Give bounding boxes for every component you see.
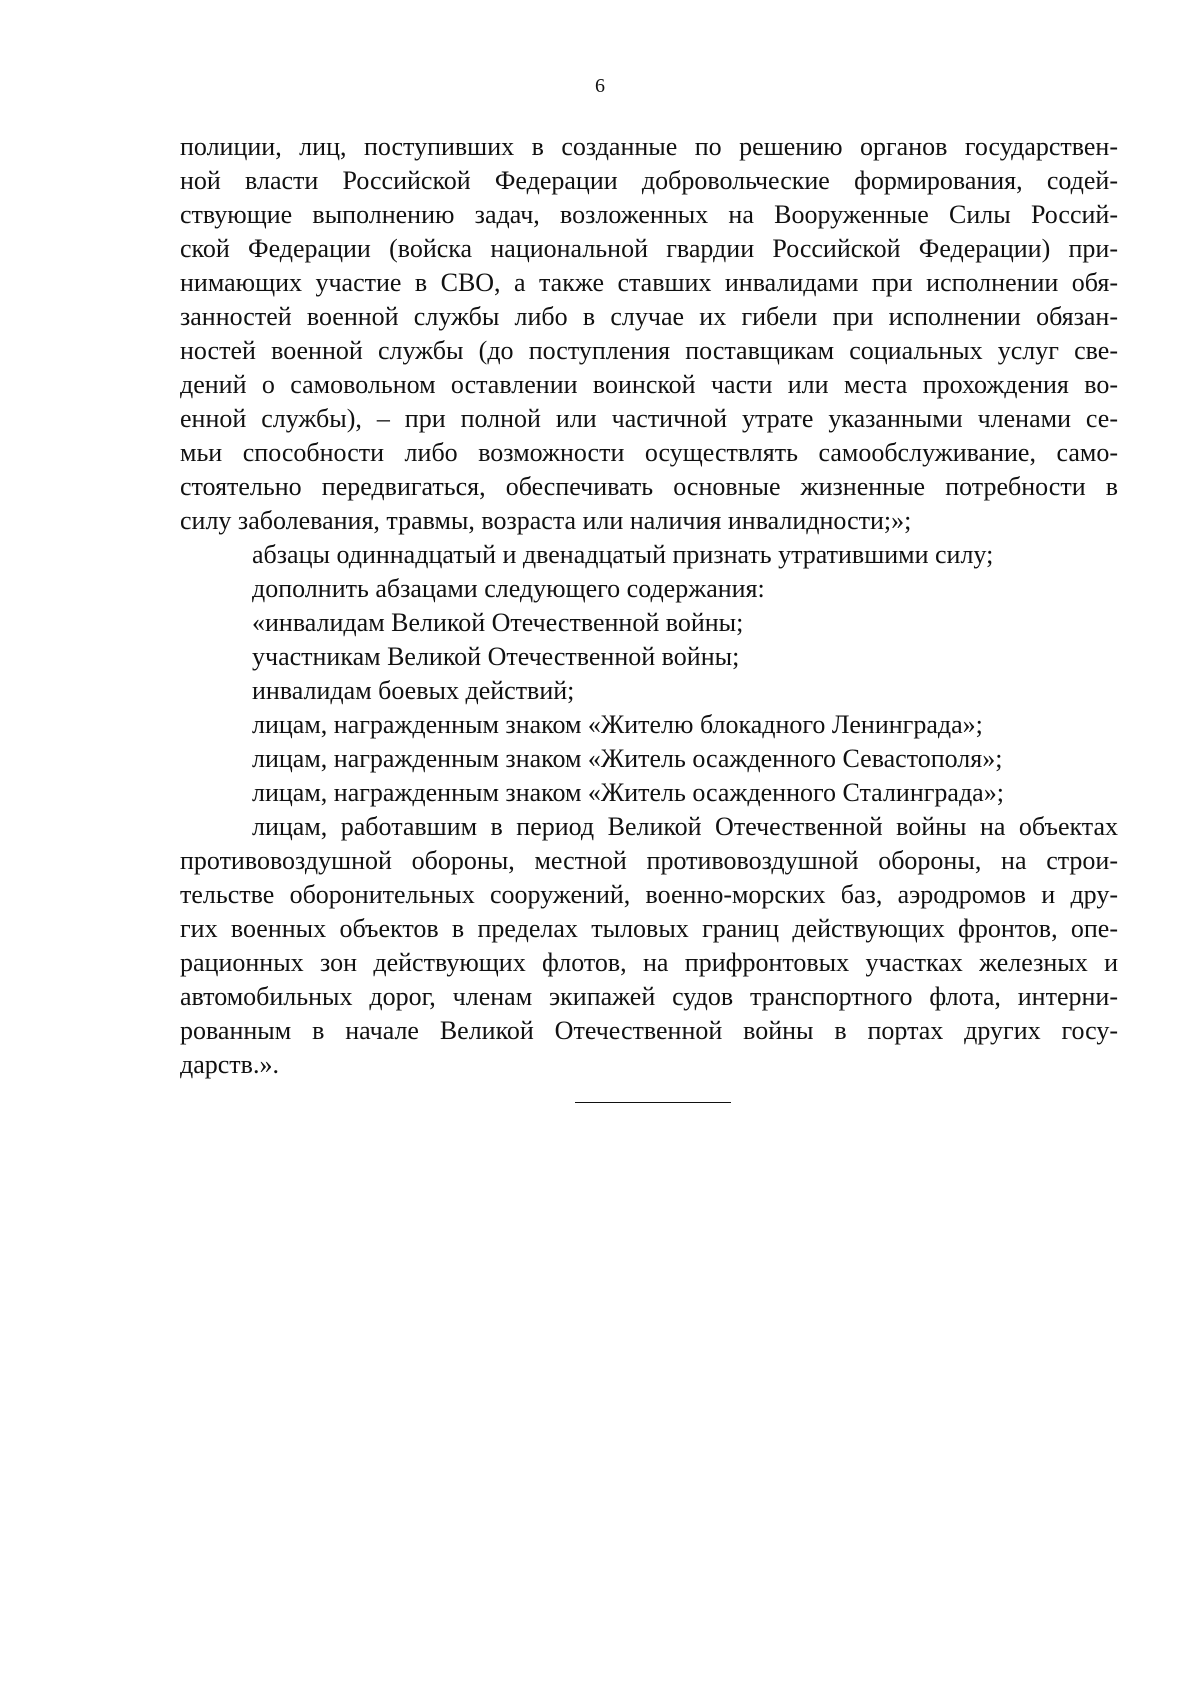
text-line: лицам, работавшим в период Великой Отечественной войны на объектах xyxy=(252,812,1118,841)
text-line: ствующие выполнению задач, возложенных на Вооруженные Силы Россий- xyxy=(180,200,1118,229)
text-line: ной власти Российской Федерации добровольческие формирования, содей- xyxy=(180,166,1118,195)
text-line: противовоздушной обороны, местной противовоздушной обороны, на строи- xyxy=(180,846,1118,875)
text-line: ностей военной службы (до поступления поставщикам социальных услуг све- xyxy=(180,336,1118,365)
text-line: абзацы одиннадцатый и двенадцатый признать утратившими силу; xyxy=(252,540,994,569)
text-line: рованным в начале Великой Отечественной войны в портах других госу- xyxy=(180,1016,1118,1045)
text-line: енной службы), – при полной или частичной утрате указанными членами се- xyxy=(180,404,1118,433)
text-line: стоятельно передвигаться, обеспечивать основные жизненные потребности в xyxy=(180,472,1118,501)
document-body xyxy=(180,130,1118,1082)
text-line: мьи способности либо возможности осуществлять самообслуживание, само- xyxy=(180,438,1118,467)
text-line: лицам, награжденным знаком «Жителю блокадного Ленинграда»; xyxy=(252,710,983,739)
page-number: 6 xyxy=(595,75,605,97)
text-line: нимающих участие в СВО, а также ставших инвалидами при исполнении обя- xyxy=(180,268,1118,297)
closing-rule xyxy=(575,1102,731,1103)
text-line: дений о самовольном оставлении воинской части или места прохождения во- xyxy=(180,370,1118,399)
text-line: гих военных объектов в пределах тыловых границ действующих фронтов, опе- xyxy=(180,914,1118,943)
text-line: ской Федерации (войска национальной гвардии Российской Федерации) при- xyxy=(180,234,1118,263)
text-line: занностей военной службы либо в случае их гибели при исполнении обязан- xyxy=(180,302,1118,331)
text-line: дарств.». xyxy=(180,1050,279,1079)
text-line: инвалидам боевых действий; xyxy=(252,676,575,705)
text-line: дополнить абзацами следующего содержания: xyxy=(252,574,765,603)
text-line: автомобильных дорог, членам экипажей судов транспортного флота, интерни- xyxy=(180,982,1118,1011)
text-line: тельстве оборонительных сооружений, военно-морских баз, аэродромов и дру- xyxy=(180,880,1118,909)
text-line: рационных зон действующих флотов, на прифронтовых участках железных и xyxy=(180,948,1118,977)
text-line: лицам, награжденным знаком «Житель осажденного Севастополя»; xyxy=(252,744,1003,773)
text-line: полиции, лиц, поступивших в созданные по решению органов государствен- xyxy=(180,132,1118,161)
text-line: силу заболевания, травмы, возраста или наличия инвалидности;»; xyxy=(180,506,912,535)
text-line: участникам Великой Отечественной войны; xyxy=(252,642,740,671)
text-line: лицам, награжденным знаком «Житель осажденного Сталинграда»; xyxy=(252,778,1004,807)
text-line: «инвалидам Великой Отечественной войны; xyxy=(252,608,744,637)
